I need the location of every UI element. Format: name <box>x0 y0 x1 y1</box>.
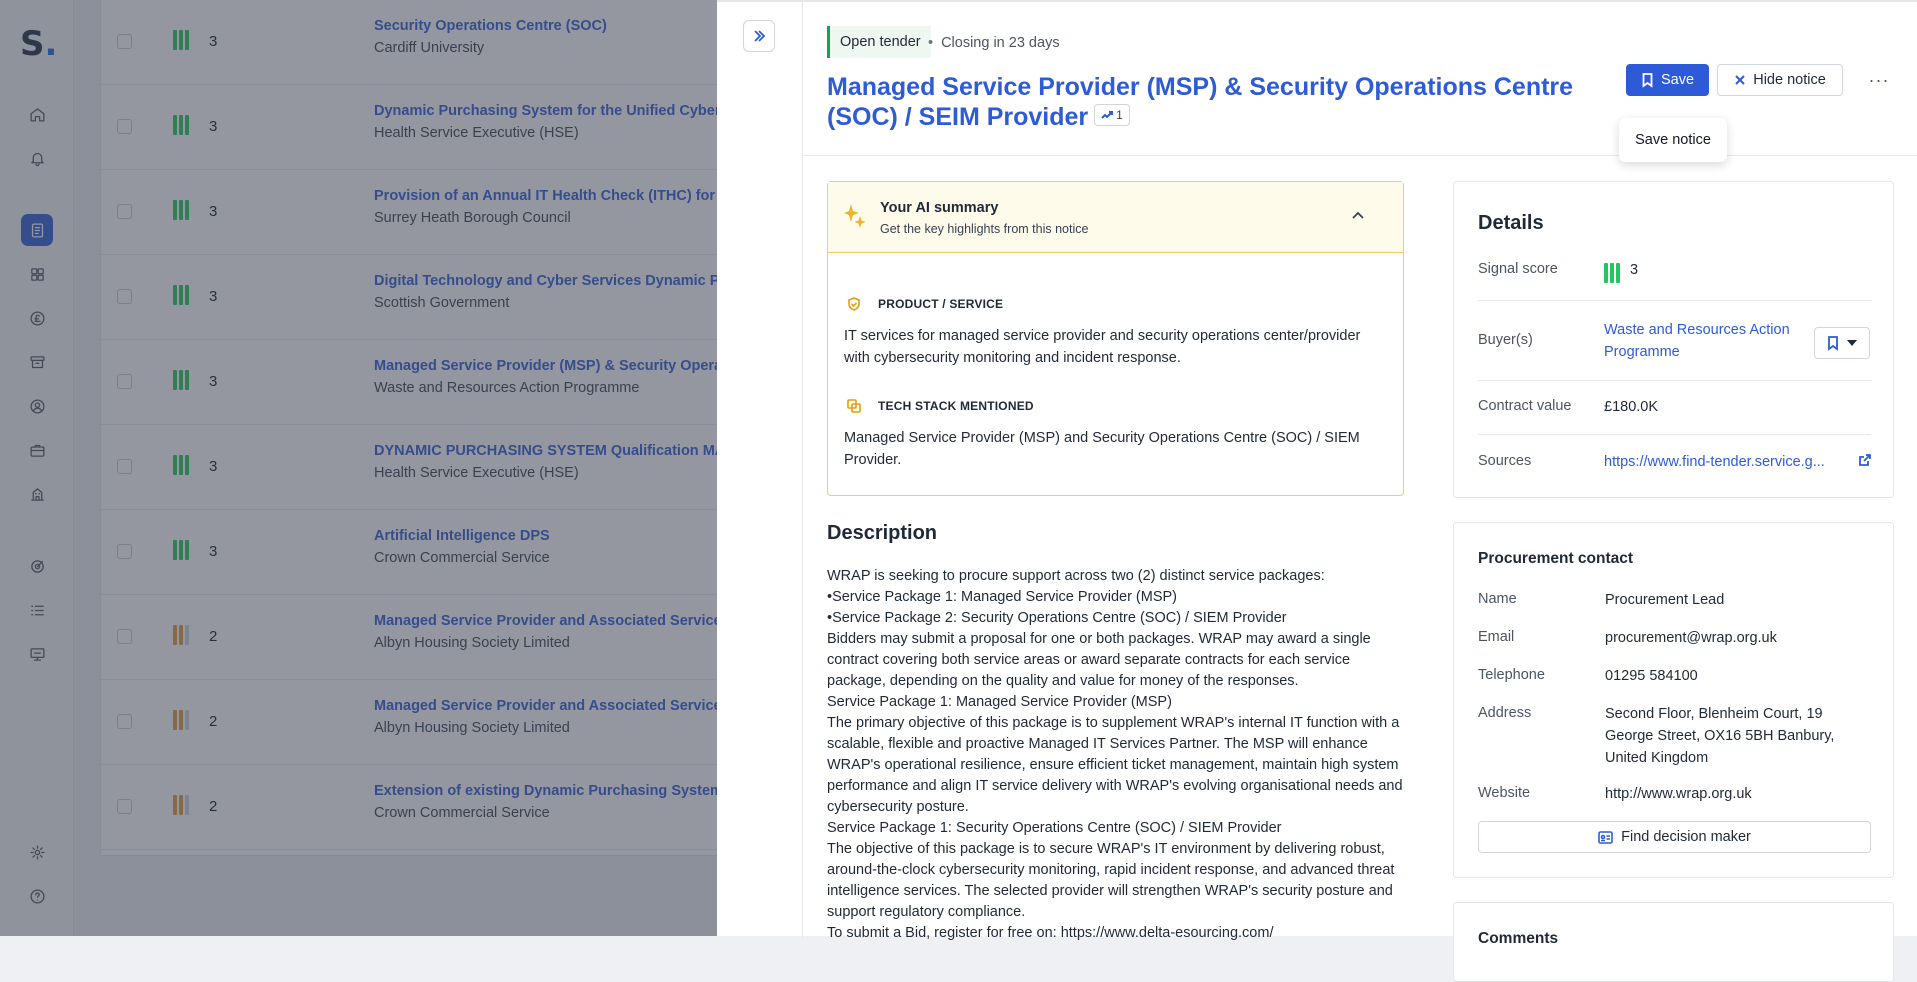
description-paragraph: •Service Package 1: Managed Service Provider (MSP) <box>827 589 1178 605</box>
buyer-label: Buyer(s) <box>1478 332 1533 348</box>
id-card-icon <box>1598 831 1613 844</box>
bookmark-icon <box>1827 336 1839 350</box>
signal-score-label: Signal score <box>1478 261 1558 277</box>
description-title: Description <box>827 522 938 544</box>
status-badge: Open tender <box>827 26 931 58</box>
caret-down-icon <box>1847 340 1857 346</box>
details-card <box>1453 181 1894 498</box>
panel-gutter <box>717 2 803 938</box>
description-paragraph: The primary objective of this package is to supplement WRAP's internal IT function with a scalable, flexible and proactive Managed IT Services Partner. The MSP will enhance WRAP's operational resilience, ensure efficient ticket management, maintain high system performance and align IT service delivery with WRAP's evolving organisational needs and cybersecurity posture. <box>827 715 1403 815</box>
contact-email-label: Email <box>1478 629 1515 645</box>
comments-title: Comments <box>1478 930 1559 947</box>
ai-section-label: PRODUCT / SERVICE <box>878 297 1004 311</box>
divider <box>1478 434 1871 435</box>
description-paragraph: WRAP is seeking to procure support across two (2) distinct service packages: <box>827 568 1325 584</box>
double-chevron-right-icon <box>751 28 767 44</box>
save-button[interactable]: Save <box>1626 64 1709 96</box>
shield-icon <box>846 296 862 312</box>
contact-website[interactable]: http://www.wrap.org.uk <box>1605 786 1752 802</box>
ai-section-text: Managed Service Provider (MSP) and Security Operations Centre (SOC) / SIEM Provider. <box>844 430 1360 468</box>
external-link-icon[interactable] <box>1858 453 1872 467</box>
ai-section-text: IT services for managed service provider and security operations center/provider with cybersecurity monitoring and incident response. <box>844 328 1361 366</box>
contact-address: Second Floor, Blenheim Court, 19 George Street, OX16 5BH Banbury, United Kingdom <box>1605 706 1835 766</box>
contact-address-label: Address <box>1478 705 1532 721</box>
signal-bars <box>1604 263 1620 283</box>
description-body <box>827 566 1409 944</box>
match-chip[interactable]: 1 <box>1094 104 1130 126</box>
description-paragraph: •Service Package 2: Security Operations Centre (SOC) / SIEM Provider <box>827 610 1287 626</box>
contact-phone-label: Telephone <box>1478 667 1545 683</box>
trend-icon <box>1101 109 1113 121</box>
contract-value-label: Contract value <box>1478 398 1572 414</box>
buyer-link[interactable]: Waste and Resources Action Programme <box>1604 322 1790 360</box>
comments-card <box>1453 902 1894 982</box>
ai-summary-card <box>827 181 1404 496</box>
more-options-button[interactable]: ··· <box>1868 69 1890 90</box>
contact-phone: 01295 584100 <box>1605 668 1698 684</box>
sources-label: Sources <box>1478 453 1532 469</box>
notice-header <box>803 2 1917 156</box>
closing-date: • Closing in 23 days <box>928 35 1060 51</box>
contact-email[interactable]: procurement@wrap.org.uk <box>1605 630 1777 646</box>
contact-name: Procurement Lead <box>1605 592 1725 608</box>
close-icon <box>1734 74 1746 86</box>
collapse-panel-button[interactable] <box>743 20 775 52</box>
details-title: Details <box>1478 212 1544 234</box>
save-tooltip: Save notice <box>1619 118 1727 162</box>
description-paragraph: Service Package 1: Managed Service Provider (MSP) <box>827 694 1172 710</box>
notice-title: Managed Service Provider (MSP) & Security Operations Centre (SOC) / SEIM Provider 1 <box>827 73 1574 131</box>
description-paragraph: Bidders may submit a proposal for one or both packages. WRAP may award a single contract covering both service areas or award separate contracts for each service package, depending on the quality and value for money of the responses. <box>827 631 1371 689</box>
signal-score-value: 3 <box>1630 262 1639 278</box>
description-paragraph: The objective of this package is to secure WRAP's IT environment by delivering robust, around-the-clock cybersecurity monitoring, rapid incident response, and advanced threat intelligence services. The selected provider will strengthen WRAP's security posture and support regulatory compliance. <box>827 841 1395 920</box>
find-decision-maker-button[interactable]: Find decision maker <box>1478 821 1871 853</box>
description-paragraph: To submit a Bid, register for free on: https://www.delta-esourcing.com/ <box>827 925 1274 941</box>
divider <box>1478 300 1871 301</box>
ai-summary-title: Your AI summary <box>880 200 999 216</box>
ai-section-label: TECH STACK MENTIONED <box>878 399 1034 413</box>
contact-website-label: Website <box>1478 785 1531 801</box>
notice-panel <box>717 0 1917 947</box>
procurement-contact-card <box>1453 522 1894 878</box>
sparkle-icon <box>844 202 866 230</box>
bookmark-icon <box>1641 73 1654 87</box>
sources-link[interactable]: https://www.find-tender.service.g... <box>1604 454 1825 470</box>
divider <box>1478 380 1871 381</box>
ai-summary-header[interactable] <box>828 182 1403 253</box>
follow-buyer-button[interactable] <box>1814 327 1870 359</box>
chevron-up-icon[interactable] <box>1350 208 1366 224</box>
contact-title: Procurement contact <box>1478 550 1634 567</box>
contact-name-label: Name <box>1478 591 1517 607</box>
hide-notice-button[interactable]: Hide notice <box>1717 64 1843 96</box>
contract-value: £180.0K <box>1604 399 1659 415</box>
ai-summary-subtitle: Get the key highlights from this notice <box>880 222 1089 236</box>
stack-icon <box>846 398 862 414</box>
description-paragraph: Service Package 1: Security Operations Centre (SOC) / SIEM Provider <box>827 820 1282 836</box>
